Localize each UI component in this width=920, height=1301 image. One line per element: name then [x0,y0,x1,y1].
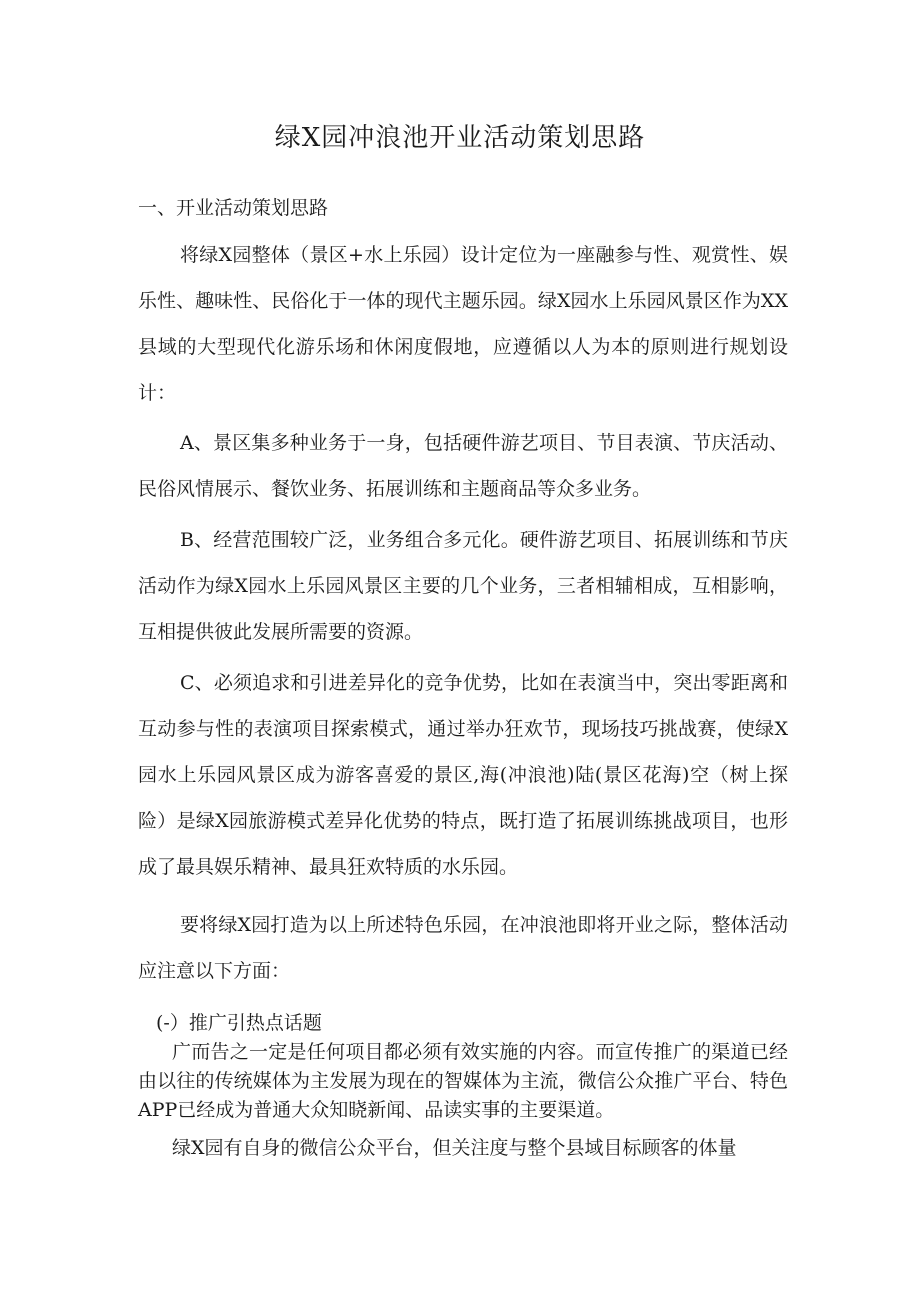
document-title: 绿X园冲浪池开业活动策划思路 [274,123,646,153]
section-heading: 一、开业活动策划思路 [138,197,329,219]
paragraph-c: C、必须追求和引进差异化的竞争优势，比如在表演当中，突出零距离和互动参与性的表演项目探索模式，通过举办狂欢节，现场技巧挑战赛，使绿X园水上乐园风景区成为游客喜爱的景区,海(冲浪池)陆(景区花海)空（树上探险）是绿X园旅游模式差异化优势的特点，既打造了拓展训练挑战项目，也形成了最具娱乐精神、最具狂欢特质的水乐园。 [138,672,788,878]
paragraph-intro: 将绿X园整体（景区+水上乐园）设计定位为一座融参与性、观赏性、娱乐性、趣味性、民俗化于一体的现代主题乐园。绿X园水上乐园风景区作为XX县域的大型现代化游乐场和休闲度假地，应遵循以人为本的原则进行规划设计： [138,244,788,404]
paragraph-b: B、经营范围较广泛，业务组合多元化。硬件游艺项目、拓展训练和节庆活动作为绿X园水上乐园风景区主要的几个业务，三者相辅相成，互相影响，互相提供彼此发展所需要的资源。 [138,529,788,643]
paragraph-wechat: 绿X园有自身的微信公众平台，但关注度与整个县域目标顾客的体量 [172,1137,737,1159]
paragraph-a: A、景区集多种业务于一身，包括硬件游艺项目、节目表演、节庆活动、民俗风情展示、餐饮业务、拓展训练和主题商品等众多业务。 [138,432,788,500]
subheading-promotion: (-）推广引热点话题 [156,1012,322,1034]
paragraph-promotion: 广而告之一定是任何项目都必须有效实施的内容。而宣传推广的渠道已经由以往的传统媒体为主发展为现在的智媒体为主流，微信公众推广平台、特色APP已经成为普通大众知晓新闻、品读实事的主要渠道。 [138,1041,788,1121]
paragraph-summary: 要将绿X园打造为以上所述特色乐园，在冲浪池即将开业之际，整体活动应注意以下方面： [138,914,788,982]
